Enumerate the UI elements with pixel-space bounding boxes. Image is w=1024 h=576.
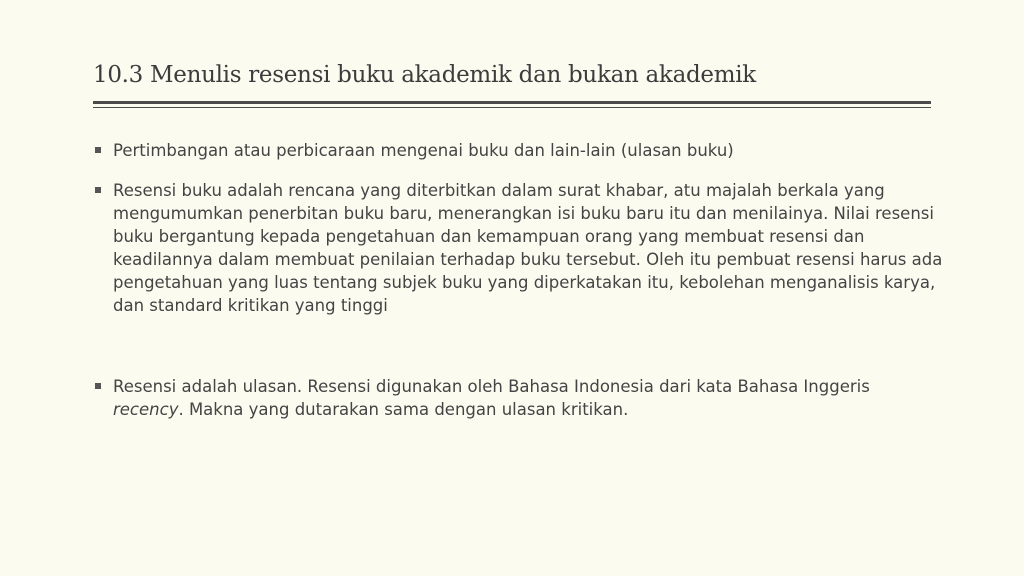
bullet-text: Pertimbangan atau perbicaraan mengenai buku dan lain-lain (ulasan buku) xyxy=(113,141,734,160)
bullet-item xyxy=(93,139,943,162)
square-bullet-icon xyxy=(95,187,101,193)
bullet-item xyxy=(93,375,943,421)
slide-title: 10.3 Menulis resensi buku akademik dan bukan akademik xyxy=(93,62,756,88)
bullet-list xyxy=(93,139,943,421)
square-bullet-icon xyxy=(95,383,101,389)
title-underline-thick xyxy=(93,101,931,104)
title-underline-thin xyxy=(93,107,931,108)
italic-term: recency xyxy=(113,400,179,419)
bullet-text: Resensi buku adalah rencana yang diterbitkan dalam surat khabar, atu majalah berkala yang mengumumkan penerbitan buku baru, menerangkan isi buku baru itu dan menilainya. Nilai resensi buku bergantung kepada pengetahuan dan kemampuan orang yang membuat resensi dan keadilannya dalam membuat penilaian terhadap buku tersebut. Oleh itu pembuat resensi harus ada pengetahuan yang luas tentang subjek buku yang diperkatakan itu, kebolehan menganalisis karya, dan standard kritikan yang tinggi xyxy=(113,181,943,315)
bullet-text-after: . Makna yang dutarakan sama dengan ulasan kritikan. xyxy=(178,400,629,419)
bullet-item xyxy=(93,179,943,317)
bullet-text-before: Resensi adalah ulasan. Resensi digunakan oleh Bahasa Indonesia dari kata Bahasa Inggeris xyxy=(113,377,870,396)
square-bullet-icon xyxy=(95,147,101,153)
